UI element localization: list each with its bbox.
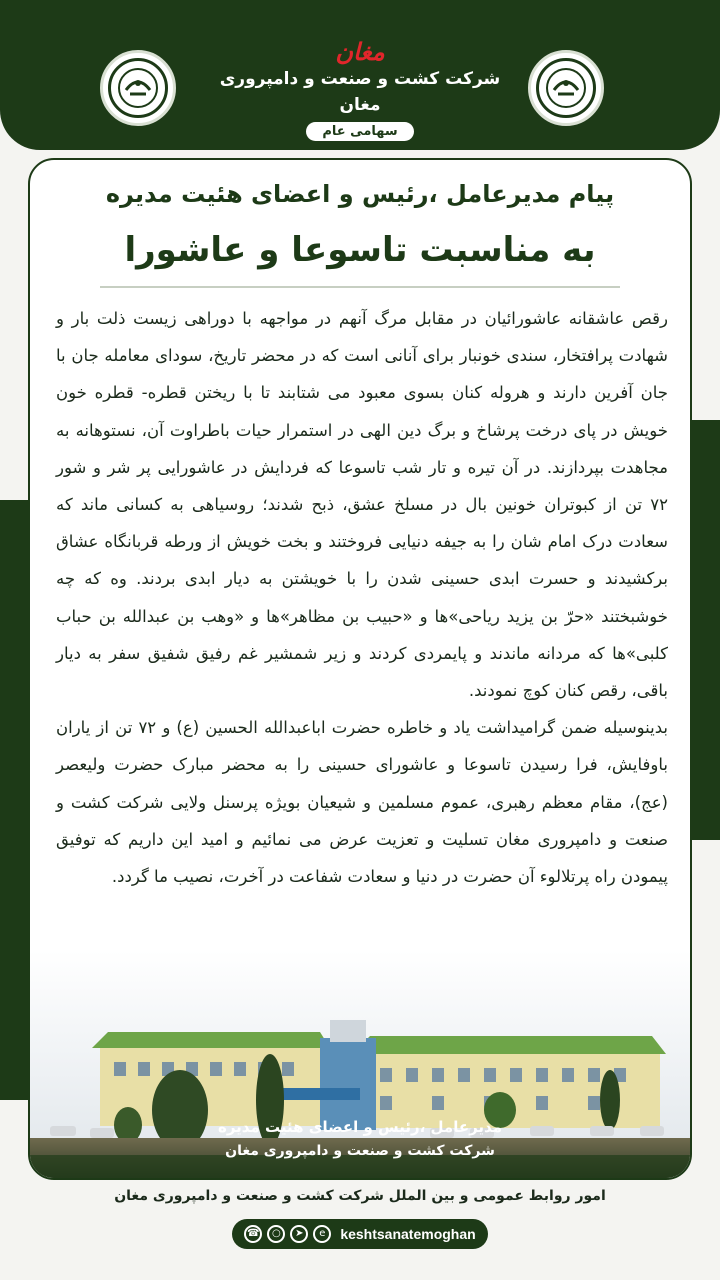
telegram-icon[interactable]: ➤: [290, 1225, 308, 1243]
brand-block: [200, 38, 520, 141]
message-title: پیام مدیرعامل ،رئیس و اعضای هئیت مدیره: [105, 180, 615, 208]
title-divider: [100, 286, 620, 288]
logo-emblem-icon: [544, 66, 588, 110]
company-type-badge: سهامی عام: [306, 122, 413, 141]
body-paragraph-1: رقص عاشقانه عاشورائیان در مقابل مرگ آنهم در مواجهه با دوراهی زیست ذلت بار و شهادت پرافتخار، سندی خونبار برای آنانی است که در محضر تاریخ، سودای معامله جان با جان آفرین دارند و هروله کنان بسوی معبود می شتابند تا با ریختن قطره- قطره خون خویش در پای درخت پرشاخ و برگ دین الهی در استمرار حیات باطراوت آن، نستوهانه به مجاهدت بپردازند. در آن تیره و تار شب تاسوعا که فردایش در عاشورایی پر شر و شور ۷۲ تن از کبوتران خونین بال در مسلخ عشق، ذبح شدند؛ روسیاهی به کسانی ماند که سعادت درک امام شان را به جیفه دنیایی فروختند و بخت خویش از ورطه قربانگاه عشاق برکشیدند و حسرت ابدی حسینی شدن را با خویشتن به دیار ابدی بردند. وه که چه خوشبختند «حرّ بن یزید ریاحی»ها و «حبیب بن مظاهر»ها و «وهب بن عبدالله بن حباب کلبی»ها که مردانه ماندند و پایمردی کردند و زیر شمشیر غم رفیق شفیق سفر به دیار باقی، رقص کنان کوچ نمودند.: [56, 309, 668, 701]
message-body: [56, 300, 668, 895]
company-logo-left: [100, 50, 176, 126]
header: [0, 0, 720, 140]
signature-block: [30, 1115, 690, 1163]
social-handle-bar[interactable]: [232, 1219, 488, 1249]
signature-company: شرکت کشت و صنعت و دامپروری مغان: [225, 1143, 495, 1159]
message-subtitle: به مناسبت تاسوعا و عاشورا: [124, 230, 596, 270]
eitaa-icon[interactable]: e: [313, 1225, 331, 1243]
body-paragraph-2: بدینوسیله ضمن گرامیداشت یاد و خاطره حضرت اباعبدالله الحسین (ع) و ۷۲ تن از یاران باوفایش، فرا رسیدن تاسوعا و عاشورای حسینی را به محضر مبارک حضرت ولیعصر (عج)، مقام معظم رهبری، عموم مسلمین و شیعیان بویژه پرسنل ولایی شرکت کشت و صنعت و دامپروری مغان تسلیت و تعزیت عرض می نمائیم و امید این داریم که توفیق پیمودن راه پرتلالوء آن حضرت در دنیا و سعادت شفاعت در آخرت، نصیب ما گردد.: [56, 718, 668, 887]
brand-wordmark: مغان: [335, 37, 385, 66]
social-handle[interactable]: keshtsanatemoghan: [340, 1226, 476, 1242]
whatsapp-icon[interactable]: ☎: [244, 1225, 262, 1243]
company-logo-right: [528, 50, 604, 126]
footer-department: امور روابط عمومی و بین الملل شرکت کشت و صنعت و دامپروری مغان: [114, 1188, 606, 1204]
instagram-icon[interactable]: ○: [267, 1225, 285, 1243]
message-card: [28, 158, 692, 1180]
signature-title: مدیرعامل ،رئیس و اعضای هئیت مدیره: [217, 1118, 503, 1136]
logo-emblem-icon: [116, 66, 160, 110]
company-name: شرکت کشت و صنعت و دامپروری مغان: [219, 69, 501, 115]
